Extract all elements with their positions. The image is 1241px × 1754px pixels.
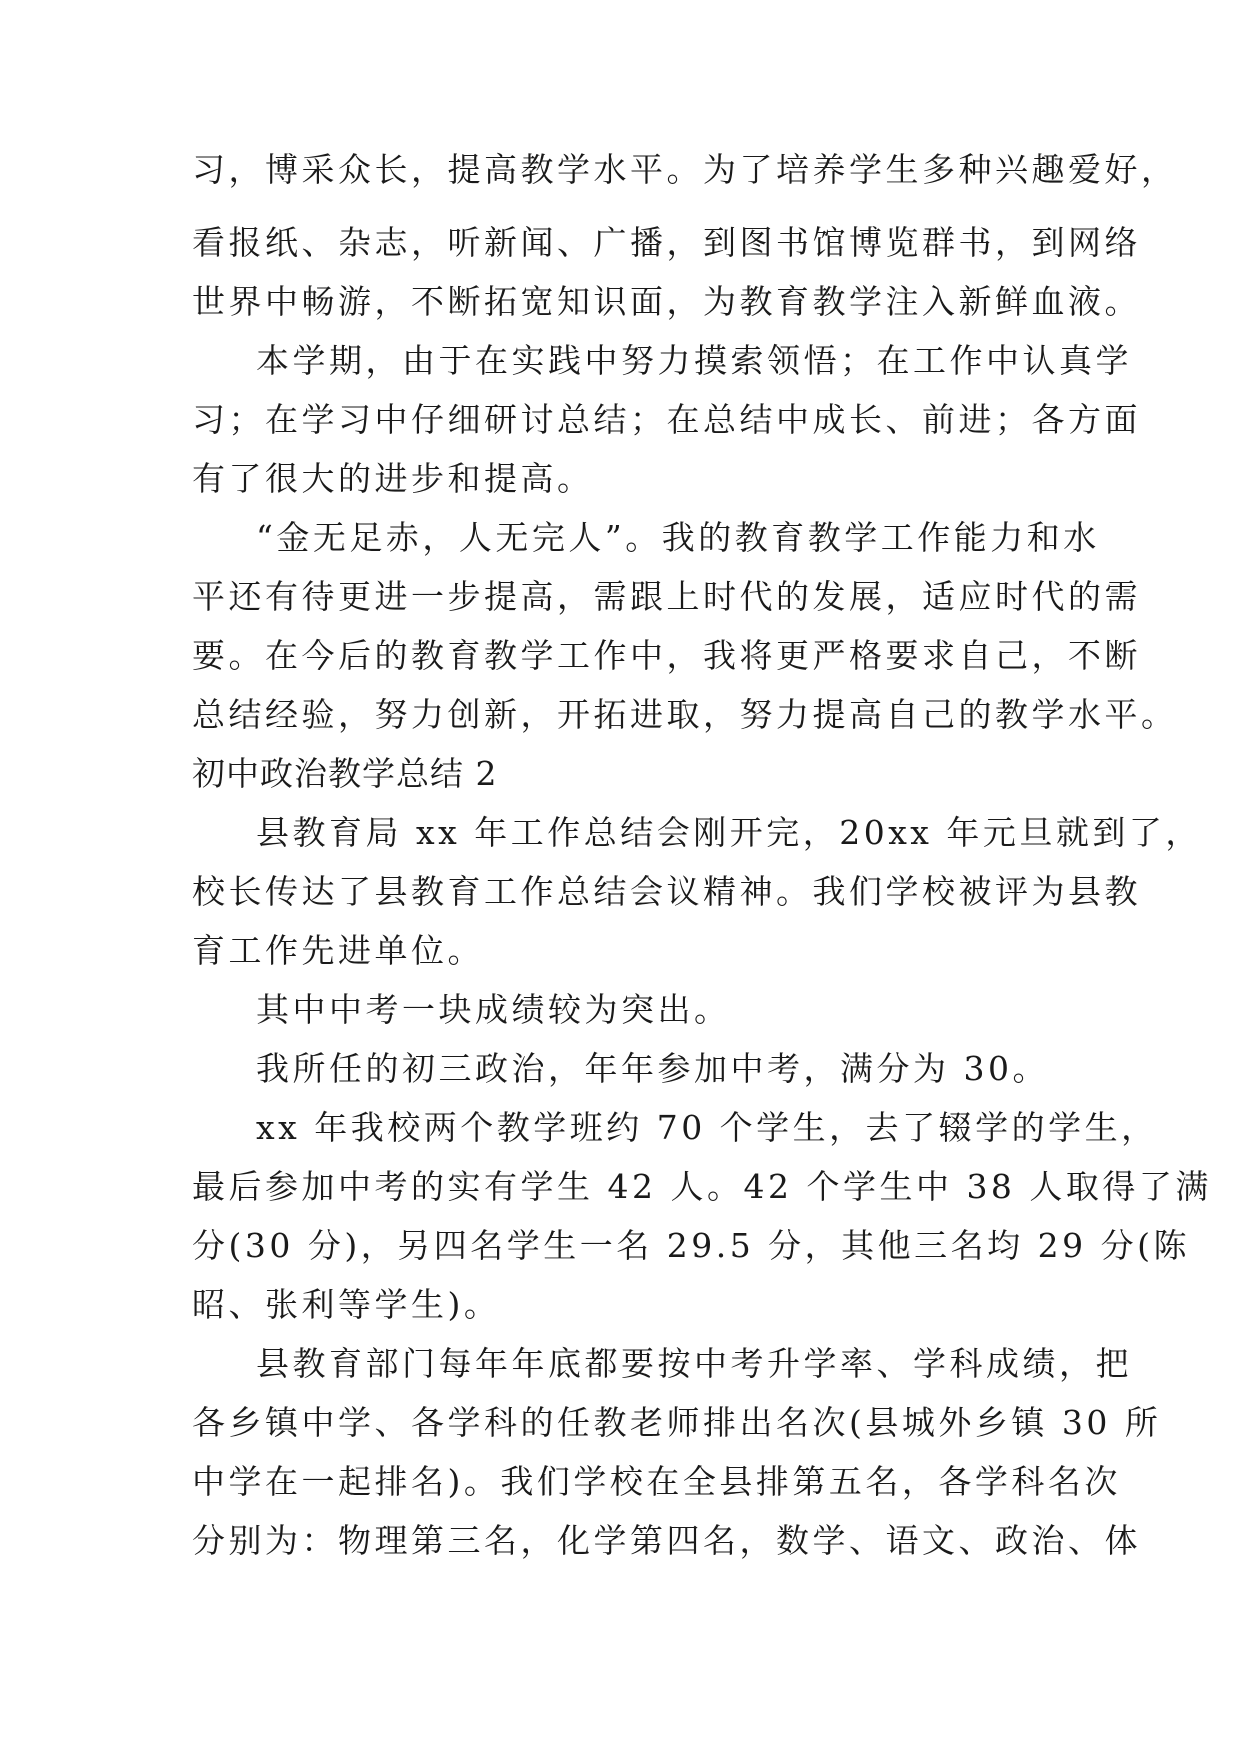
text-line: 育工作先进单位。: [192, 931, 484, 970]
text-line: 校长传达了县教育工作总结会议精神。我们学校被评为县教: [192, 872, 1141, 911]
text-line: 本学期，由于在实践中努力摸索领悟；在工作中认真学: [256, 341, 1132, 380]
text-line: 习，博采众长，提高教学水平。为了培养学生多种兴趣爱好，: [192, 150, 1178, 189]
text-line: “金无足赤，人无完人”。我的教育教学工作能力和水: [256, 518, 1100, 557]
text-line: 县教育部门每年年底都要按中考升学率、学科成绩，把: [256, 1344, 1132, 1383]
text-line: 我所任的初三政治，年年参加中考，满分为 30。: [256, 1049, 1049, 1088]
text-line: 分(30 分)，另四名学生一名 29.5 分，其他三名均 29 分(陈: [192, 1226, 1191, 1265]
text-line: 各乡镇中学、各学科的任教老师排出名次(县城外乡镇 30 所: [192, 1403, 1162, 1442]
text-line: 看报纸、杂志，听新闻、广播，到图书馆博览群书，到网络: [192, 223, 1141, 262]
text-line: 分别为：物理第三名，化学第四名，数学、语文、政治、体: [192, 1521, 1141, 1560]
text-line: 其中中考一块成绩较为突出。: [256, 990, 731, 1029]
text-line: 昭、张利等学生)。: [192, 1285, 501, 1324]
text-line: 世界中畅游，不断拓宽知识面，为教育教学注入新鲜血液。: [192, 282, 1141, 321]
text-line: 最后参加中考的实有学生 42 人。42 个学生中 38 人取得了满: [192, 1167, 1212, 1206]
text-line: xx 年我校两个教学班约 70 个学生，去了辍学的学生，: [256, 1108, 1158, 1147]
text-line: 习；在学习中仔细研讨总结；在总结中成长、前进；各方面: [192, 400, 1141, 439]
text-line: 总结经验，努力创新，开拓进取，努力提高自己的教学水平。: [192, 695, 1178, 734]
text-line: 平还有待更进一步提高，需跟上时代的发展，适应时代的需: [192, 577, 1141, 616]
text-line: 要。在今后的教育教学工作中，我将更严格要求自己，不断: [192, 636, 1141, 675]
text-line: 县教育局 xx 年工作总结会刚开完，20xx 年元旦就到了，: [256, 813, 1202, 852]
text-line: 有了很大的进步和提高。: [192, 459, 594, 498]
section-heading: 初中政治教学总结 2: [192, 754, 498, 793]
text-line: 中学在一起排名)。我们学校在全县排第五名，各学科名次: [192, 1462, 1121, 1501]
